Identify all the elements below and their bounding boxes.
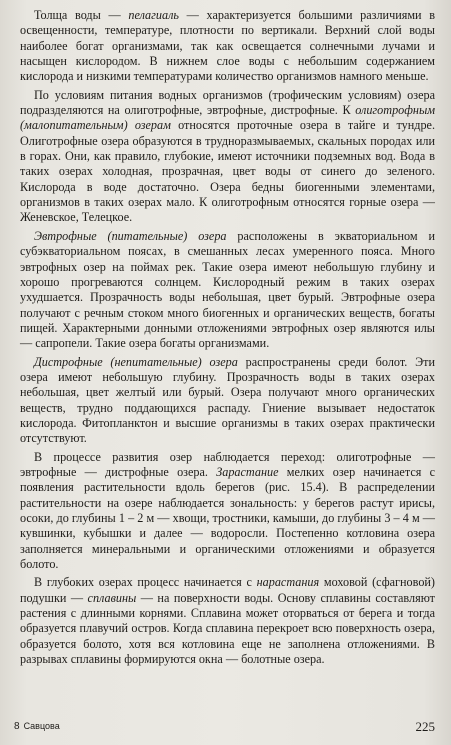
paragraph (20, 355, 435, 447)
text-run: В глубоких озерах процесс начинается с (34, 575, 257, 590)
text-run: относятся проточные озера в тайге и тундре. Олиготрофные озера образуются в трудноразмываемых, скальных породах или в горах. Они, как правило, глубокие, имеют источники подземных вод. Вода в таких озерах холодная, прозрачная, цвет воды от синего до зеленого. Кислорода в воде достаточно. Озера бедны биогенными элементами, организмов в таких озерах мало. К олиготрофным относятся горные озера — Женевское, Телецкое. (20, 118, 435, 225)
page-number: 225 (415, 719, 435, 734)
text-run: расположены в экваториальном и субэкваториальном поясах, в смешанных лесах умеренного пояса. Много эвтрофных озер на поймах рек. Такие озера имеют небольшую глубину и хорошо прогреваются солнцем. Кислородный режим в таких озерах ухудшается. Прозрачность воды небольшая, цвет бурый. Эвтрофные озера получают с речным стоком много биогенных и органических веществ, богаты пищей. Характерными донными отложениями эвтрофных озер являются илы — сапропели. Такие озера богаты организмами. (20, 228, 435, 351)
paragraph (20, 229, 435, 352)
page-footer (14, 719, 435, 737)
italic-term: нарастания (256, 575, 320, 590)
italic-term: Эвтрофные (питательные) озера (34, 228, 227, 243)
italic-term: Дистрофные (непитательные) озера (34, 354, 238, 369)
signature-number: 8 (14, 721, 20, 732)
text-run: По условиям питания водных организмов (трофическим условиям) озера подразделяются на олиготрофные, эвтрофные, дистрофные. К (20, 87, 435, 118)
body-text (20, 8, 435, 667)
text-run: мелких озер начинается с появления растительности вдоль берегов (рис. 15.4). В распределении растительности на озере наблюдается зональность: у берегов растут ирисы, осоки, до глубины 1 – 2 м — хвощи, тростники, камыши, до глубины 3 – 4 м — кувшинки, кубышки и далее — водоросли. Постепенно котловина озера заполняется минеральными и органическими отложениями и образуется болото. (20, 464, 435, 572)
paragraph (20, 450, 435, 573)
italic-term: Зарастание (216, 464, 279, 479)
text-run: — на поверхности воды. Основу сплавины составляют растения с длинными корнями. Сплавина может оторваться от берега и тогда образуется плавучий остров. Когда сплавина перекроет всю поверхность озера, образуется болото, хотя вся котловина еще не заполнена отложениями. В разрывах сплавины формируются окна — болотные озера. (20, 590, 435, 667)
text-run: распространены среди болот. Эти озера имеют небольшую глубину. Прозрачность воды в таких озерах небольшая, цвет желтый или бурый. Озера получают много органических веществ, трудно поддающихся распаду. Гниение вызывает недостаток кислорода. Фитопланктон и высшие организмы в таких озерах практически отсутствуют. (20, 354, 435, 446)
italic-term: сплавины (87, 590, 137, 605)
italic-term: пелагиаль (128, 8, 179, 22)
paragraph (20, 575, 435, 667)
paragraph (20, 88, 435, 226)
printer-signature (14, 721, 60, 732)
paragraph (20, 8, 435, 85)
italic-term: олиготрофным (малопитательным) озерам (20, 103, 435, 133)
text-run: моховой (сфагновой) подушки — (20, 575, 435, 605)
text-run: Толща воды — (34, 8, 129, 22)
text-run: В процессе развития озер наблюдается переход: олиготрофные — эвтрофные — дистрофные озера. (20, 449, 435, 479)
signature-author: Савцова (23, 721, 60, 731)
text-run: — характеризуется большими различиями в освещенности, температуре, плотности по вертикали. Верхний слой воды наиболее богат организмами, так как освещается солнечными лучами и насыщен кислородом. В нижнем слое воды с небольшим содержанием кислорода и низкими температурами количество организмов намного меньше. (20, 8, 435, 84)
